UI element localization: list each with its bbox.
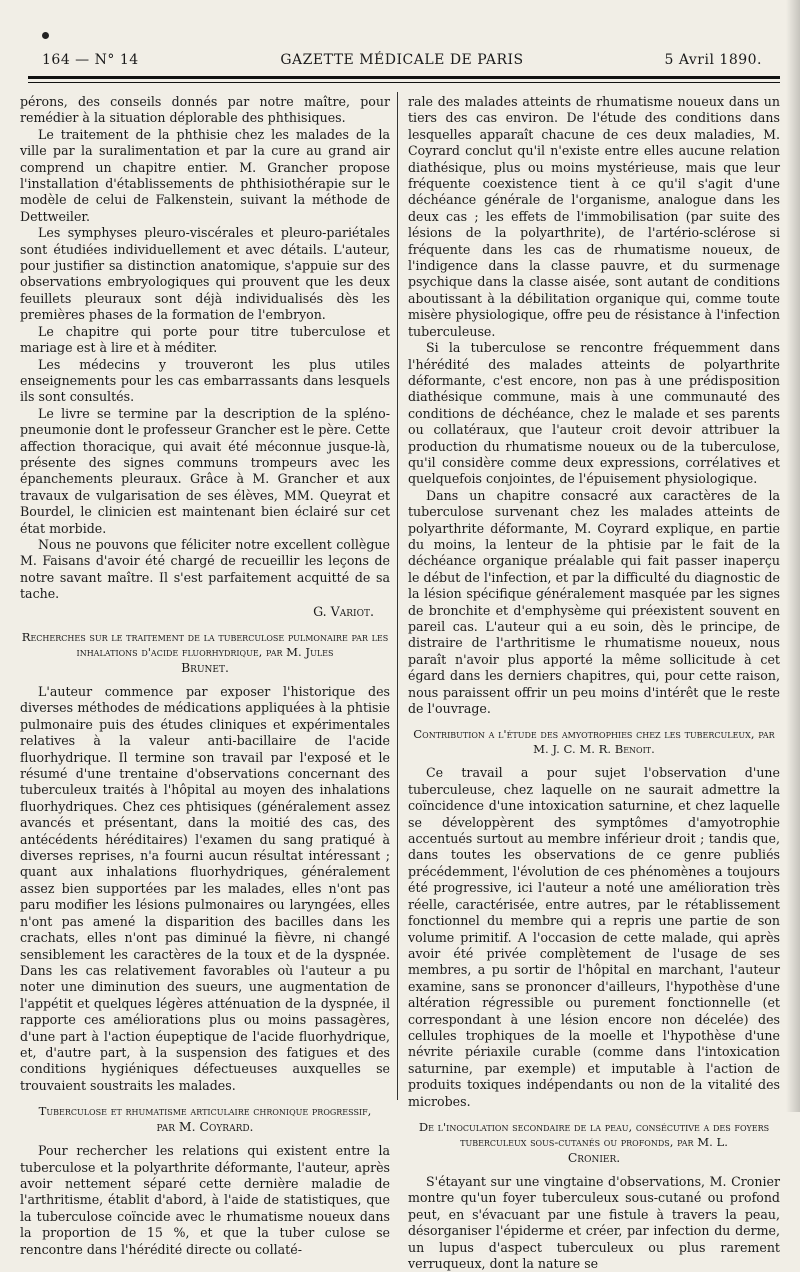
paragraph: L'auteur commence par exposer l'historique des diverses méthodes de médications appliquées à la phtisie pulmonaire puis des études cliniques et expérimentales relatives à la valeur anti-bacillaire de l'acide fluorhydrique. Il termine son travail par l'exposé et le résumé d'une trentaine d'observations concernant des tuberculeux traités à l'hôpital au moyen des inhalations fluorhydriques. Chez ces phtisiques (généralement assez avancés et présentant, dans la moitié des cas, des antécédents héréditaires) l'examen du sang pratiqué à diverses reprises, n'a fourni aucun résultat intéressant ; quant aux inhalations fluorhydriques, généralement assez bien supportées par les malades, elles n'ont pas paru modifier les lésions pulmonaires ou laryngées, elles n'ont pas amené la disparition des bacilles dans les crachats, elles n'ont pas diminué la fièvre, ni changé sensiblement les caractères de la toux et de la dyspnée. Dans les cas relativement favorables où l'auteur a pu noter une diminution des sueurs, une augmentation de l'appétit et quelques légères atténuation de la dyspnée, il rapporte ces améliorations plus ou moins passagères, d'une part à l'action éupeptique de l'acide fluorhydrique, et, d'autre part, à la suspension des fatigues et des conditions hygiéniques défectueuses auxquelles se trouvaient soustraits les malades. [20, 684, 390, 1093]
paragraph: Ce travail a pour sujet l'observation d'une tuberculeuse, chez laquelle on ne saurait admettre la coïncidence d'une intoxication saturnine, et chez laquelle se développèrent des symptômes d'amyotrophie accentués surtout au membre inférieur droit ; tandis que, dans toutes les observations de ce genre publiés précédemment, l'évolution de ces phénomènes a toujours été progressive, ici l'auteur a noté une amélioration très réelle, caractérisée, entre autres, par le rétablissement fonctionnel du membre qui a repris une partie de son volume primitif. A l'occasion de cette malade, qui après avoir été privée complètement de l'usage de ses membres, a pu sortir de l'hôpital en marchant, l'auteur examine, sans se prononcer d'ailleurs, l'hypothèse d'une altération régressible ou purement fonctionnelle (et correspondant à une lésion encore non décelée) des cellules trophiques de la moelle et l'hypothèse d'une névrite périaxile curable (comme dans l'intoxication saturnine, par exemple) et imputable à l'action de produits toxiques indépendants ou non de la vitalité des microbes. [408, 765, 780, 1109]
right-column [408, 94, 780, 1272]
paragraph: Si la tuberculose se rencontre fréquemment dans l'hérédité des malades atteints de polyarthrite déformante, c'est encore, non pas à une prédisposition diathésique commune, mais à une communauté des conditions de déchéance, chez le malade et ses parents ou collatéraux, que l'auteur croit devoir attribuer la production du rhumatisme noueux ou de la tuberculose, qu'il considère comme deux expressions, corrélatives et quelquefois conjointes, de l'épuisement physiologique. [408, 340, 780, 487]
paragraph: Pour rechercher les relations qui existent entre la tuberculose et la polyarthrite déformante, l'auteur, après avoir nettement séparé cette dernière maladie de l'arthritisme, établit d'abord, à l'aide de statistiques, que la tuberculose coïncide avec le rhumatisme noueux dans la proportion de 15 %, et que la tuber culose se rencontre dans l'hérédité directe ou collaté- [20, 1143, 390, 1257]
header-rule-thin [28, 82, 780, 83]
column-divider [397, 92, 398, 1100]
section-title: De l'inoculation secondaire de la peau, consécutive a des foyers tuberculeux sous-cutanés ou profonds, par M. L. [418, 1119, 770, 1149]
section-heading [20, 630, 390, 676]
paragraph: Le livre se termine par la description de la spléno-pneumonie dont le professeur Grancher est le père. Cette affection thoracique, qui avait été méconnue jusque-là, présente des signes communs trompeurs avec les épanchements pleuraux. Grâce à M. Grancher et aux travaux de vulgarisation de ses élèves, MM. Queyrat et Bourdel, le clinicien est maintenant bien éclairé sur cet état morbide. [20, 405, 390, 536]
author-signature: G. Variot. [313, 603, 374, 619]
section-title: Recherches sur le traitement de la tuberculose pulmonaire par les inhalations d'acide fluorhydrique, par M. Jules [21, 630, 389, 659]
paragraph: Le chapitre qui porte pour titre tuberculose et mariage est à lire et à méditer. [20, 323, 390, 356]
section-title: Contribution a l'étude des amyotrophies chez les tuberculeux, par M. J. C. M. R. Benoit. [413, 727, 775, 757]
paragraph: Les symphyses pleuro-viscérales et pleuro-pariétales sont étudiées individuellement et avec détails. L'auteur, pour justifier sa distinction anatomique, s'appuie sur des observations embryologiques qui prouvent que les deux feuillets pleuraux sont déjà individualisés dès les premières phases de la formation de l'embryon. [20, 225, 390, 323]
header-rule-thick [28, 76, 780, 79]
page-edge-shadow [786, 0, 800, 1112]
section-heading [20, 1104, 390, 1135]
paragraph: Le traitement de la phthisie chez les malades de la ville par la suralimentation et par la cure au grand air comprend un chapitre entier. M. Grancher propose l'installation d'établissements de phthisiothérapie sur le modèle de celui de Falkenstein, suivant la méthode de Dettweiler. [20, 126, 390, 224]
section-author: par M. Coyrard. [156, 1119, 254, 1135]
section-author: Brunet. [181, 660, 229, 675]
issue-date: 5 Avril 1890. [664, 52, 762, 68]
section-author: Cronier. [567, 1149, 621, 1165]
journal-title: GAZETTE MÉDICALE DE PARIS [280, 52, 524, 68]
page-number: 164 — N° 14 [42, 52, 139, 68]
section-heading [408, 727, 780, 757]
binding-hole [42, 32, 49, 39]
paragraph: Les médecins y trouveront les plus utiles enseignements pour les cas embarrassants dans lesquels ils sont consultés. [20, 356, 390, 405]
paragraph: Nous ne pouvons que féliciter notre excellent collègue M. Faisans d'avoir été chargé de recueillir les leçons de notre savant maître. Il s'est parfaitement acquitté de sa tache. [20, 536, 390, 602]
paragraph: S'étayant sur une vingtaine d'observations, M. Cronier montre qu'un foyer tuberculeux sous-cutané ou profond peut, en s'évacuant par une fistule à travers la peau, désorganiser l'épiderme et créer, par infection du derme, un lupus d'aspect tuberculeux ou plus rarement verruqueux, dont la nature se [408, 1173, 780, 1271]
left-column [20, 94, 390, 1258]
paragraph: pérons, des conseils donnés par notre maître, pour remédier à la situation déplorable des phthisiques. [20, 94, 390, 126]
section-title: Tuberculose et rhumatisme articulaire chronique progressif, [38, 1104, 372, 1119]
paragraph: Dans un chapitre consacré aux caractères de la tuberculose survenant chez les malades atteints de polyarthrite déformante, M. Coyrard explique, en partie du moins, la lenteur de la phtisie par le fait de la déchéance organique préalable qui fait passer inaperçu le début de l'infection, et par la difficulté du diagnostic de la lésion spécifique généralement masquée par les signes de bronchite et d'emphysème qui préexistent souvent en pareil cas. L'auteur qui a eu soin, dès le principe, de distraire de l'arthritisme le rhumatisme noueux, nous paraît n'avoir plus apporté la même sollicitude à cet égard dans les derniers chapitres, qui, pour cette raison, nous paraissent offrir un peu moins d'intérêt que le reste de l'ouvrage. [408, 487, 780, 717]
section-heading [408, 1120, 780, 1166]
paragraph: rale des malades atteints de rhumatisme noueux dans un tiers des cas environ. De l'étude des conditions dans lesquelles apparaît chacune de ces deux maladies, M. Coyrard conclut qu'il n'existe entre elles aucune relation diathésique, plus ou moins mystérieuse, mais que leur fréquente coexistence tient à ce qu'il s'agit d'une déchéance générale de l'organisme, analogue dans les deux cas ; les effets de l'immobilisation (par suite des lésions de la polyarthrite), de l'artério-sclérose si fréquente dans les cas de rhumatisme noueux, de l'indigence dans la classe pauvre, et du surmenage psychique dans la classe aisée, sont autant de conditions aboutissant à la débilitation organique qui, comme toute misère physiologique, offre peu de résistance à l'infection tuberculeuse. [408, 94, 780, 339]
page-header [42, 52, 762, 74]
